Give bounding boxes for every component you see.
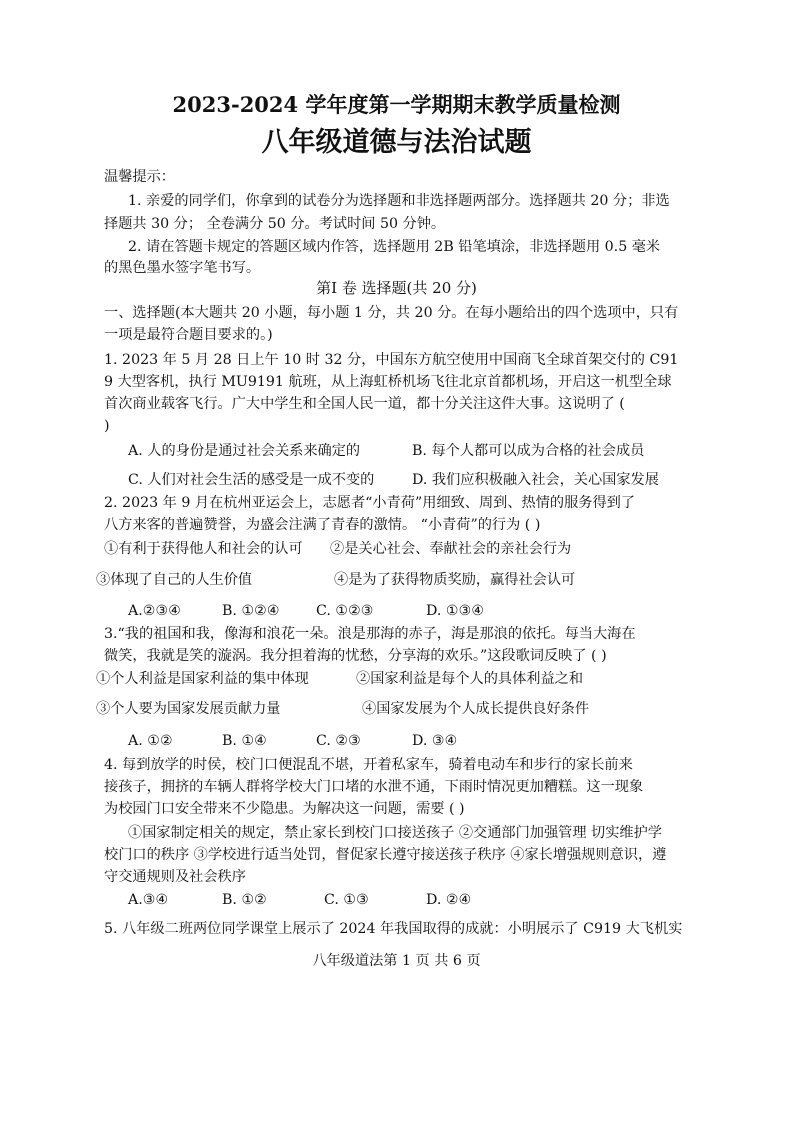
exam-title: 2023-2024 学年度第一学期期末教学质量检测: [172, 92, 621, 117]
section-instructions: 一、选择题(本大题共 20 小题，每小题 1 分，共 20 分。在每小题给出的四个选项中，只有: [104, 305, 679, 321]
question-2: 2. 2023 年 9 月在杭州亚运会上，志愿者“小青荷”用细致、周到、热情的服务得到了: [104, 495, 636, 511]
question-3: 3.“我的祖国和我，像海和浪花一朵。浪是那海的赤子，海是那浪的依托。每当大海在: [104, 626, 636, 642]
question-1-option-d: D. 我们应积极融入社会，关心国家发展: [412, 472, 659, 488]
question-3-statement-2: ②国家利益是每个人的具体利益之和: [356, 671, 584, 687]
question-4-option-b: B. ①②: [222, 892, 267, 908]
question-2-option-d: D. ①③④: [426, 603, 485, 619]
question-2-statement-4: ④是为了获得物质奖励，赢得社会认可: [334, 572, 576, 588]
question-2-option-a: A.②③④: [128, 603, 181, 619]
question-4: 4. 每到放学的时侯，校门口便混乱不堪，开着私家车，骑着电动车和步行的家长前来: [104, 757, 633, 773]
question-3-statement-3: ③个人要为国家发展贡献力量: [96, 701, 281, 717]
question-2-option-c: C. ①②③: [316, 603, 374, 619]
question-3-option-a: A. ①②: [128, 733, 173, 749]
notice-item-2: 2. 请在答题卡规定的答题区域内作答，选择题用 2B 铅笔填涂，非选择题用 0.5 毫米: [128, 239, 661, 255]
question-2-line-2: 八方来客的普遍赞誉，为盛会注满了青春的激情。 “小青荷”的行为 ( ): [104, 517, 541, 533]
question-4-statements: ①国家制定相关的规定，禁止家长到校门口接送孩子 ②交通部门加强管理 切实维护学: [128, 825, 662, 841]
question-1-option-b: B. 每个人都可以成为合格的社会成员: [412, 443, 645, 459]
question-1-line-3: 首次商业载客飞行。广大中学生和全国人民一道，都十分关注这件大事。这说明了 (: [104, 396, 625, 412]
notice-heading: 温馨提示：: [104, 169, 175, 185]
exam-subtitle: 八年级道德与法治试题: [261, 127, 532, 158]
question-1-option-c: C. 人们对社会生活的感受是一成不变的: [128, 472, 375, 488]
question-3-option-c: C. ②③: [316, 733, 361, 749]
question-1-line-2: 9 大型客机，执行 MU9191 航班，从上海虹桥机场飞往北京首都机场，开启这一机型全球: [104, 374, 672, 390]
question-4-option-a: A.③④: [128, 892, 169, 908]
question-4-line-2: 接孩子，拥挤的车辆人群将学校大门口堵的水泄不通，下雨时情况更加糟糕。这一现象: [104, 779, 644, 795]
question-2-statement-2: ②是关心社会、奉献社会的亲社会行为: [330, 541, 572, 557]
notice-item-2-cont: 的黑色墨水签字笔书写。: [104, 260, 261, 276]
question-2-option-b: B. ①②④: [222, 603, 280, 619]
question-3-statement-4: ④国家发展为个人成长提供良好条件: [362, 701, 590, 717]
section-instructions-cont: 一项是最符合题目要求的。): [104, 327, 273, 343]
notice-item-1: 1. 亲爱的同学们，你拿到的试卷分为选择题和非选择题两部分。选择题共 20 分；非选: [128, 193, 670, 209]
notice-item-1-cont: 择题共 30 分； 全卷满分 50 分。考试时间 50 分钟。: [104, 216, 446, 232]
question-5: 5. 八年级二班两位同学课堂上展示了 2024 年我国取得的成就：小明展示了 C919 大飞机实: [104, 921, 683, 937]
section-title: 第Ⅰ 卷 选择题(共 20 分): [316, 279, 477, 297]
question-3-option-d: D. ③④: [412, 733, 458, 749]
question-4-statements-end: 守交通规则及社会秩序: [104, 869, 246, 885]
question-2-statement-1: ①有利于获得他人和社会的认可: [104, 541, 303, 557]
question-1: 1. 2023 年 5 月 28 日上午 10 时 32 分，中国东方航空使用中国商飞全球首架交付的 C91: [104, 352, 679, 368]
question-3-option-b: B. ①④: [222, 733, 267, 749]
question-4-line-3: 为校园门口安全带来不少隐患。为解决这一问题，需要 ( ): [104, 801, 465, 817]
question-3-statement-1: ①个人利益是国家利益的集中体现: [96, 671, 309, 687]
question-4-option-c: C. ①③: [324, 892, 369, 908]
question-1-option-a: A. 人的身份是通过社会关系来确定的: [128, 443, 361, 459]
question-4-statements-cont: 校门口的秩序 ③学校进行适当处罚，督促家长遵守接送孩子秩序 ④家长增强规则意识，遵: [104, 847, 667, 863]
question-2-statement-3: ③体现了自己的人生价值: [96, 572, 253, 588]
page-footer: 八年级道法第 1 页 共 6 页: [312, 953, 481, 969]
question-4-option-d: D. ②④: [426, 892, 472, 908]
question-3-line-2: 微笑，我就是笑的漩涡。我分担着海的忧愁，分享海的欢乐。”这段歌词反映了 ( ): [104, 648, 607, 664]
question-1-line-4: ): [104, 418, 110, 434]
